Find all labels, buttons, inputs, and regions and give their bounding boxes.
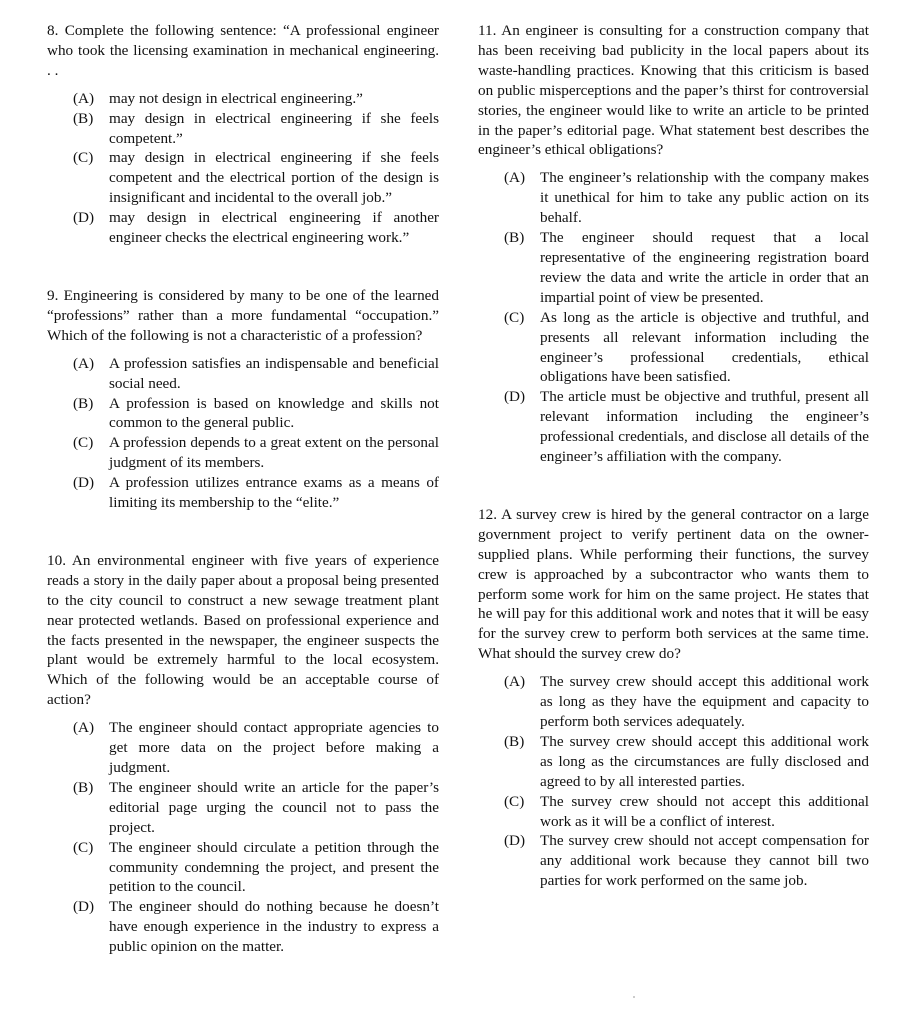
choice-letter: (D) — [504, 388, 526, 406]
choice-text: A profession is based on knowledge and skills not common to the general public. — [109, 394, 439, 432]
choice-text: may design in electrical engineering if she feels competent and the electrical portion of the design is insignificant and incidental to the overall job.” — [109, 149, 439, 207]
question-stem — [47, 551, 439, 710]
choice-text: The engineer should contact appropriate agencies to get more data on the project before making a judgment. — [109, 719, 439, 776]
choice-letter: (D) — [73, 898, 95, 916]
choice-letter: (B) — [73, 394, 94, 412]
choice-text: The engineer should circulate a petition through the community condemning the project, and present the petition to the council. — [109, 838, 439, 896]
choice-c — [73, 838, 439, 898]
choice-text: The survey crew should not accept this additional work as it will be a conflict of interest. — [540, 792, 869, 830]
choice-letter: (A) — [504, 673, 526, 691]
question-12 — [478, 505, 869, 891]
choice-letter: (B) — [504, 732, 525, 750]
choice-text: may design in electrical engineering if she feels competent.” — [109, 109, 439, 147]
answer-choices — [478, 672, 869, 891]
right-column — [478, 21, 869, 891]
choice-text: The engineer should request that a local representative of the engineering registration board review the data and write the article in order that an impartial point of view be presented. — [540, 229, 869, 306]
choice-c — [504, 308, 869, 388]
choice-a — [73, 89, 439, 109]
choice-letter: (C) — [73, 149, 94, 167]
choice-d — [73, 208, 439, 248]
choice-b — [73, 109, 439, 149]
choice-letter: (A) — [73, 354, 95, 372]
choice-text: may not design in electrical engineering.” — [109, 89, 363, 107]
choice-letter: (C) — [504, 308, 525, 326]
choice-letter: (D) — [73, 474, 95, 492]
choice-text: may design in electrical engineering if another engineer checks the electrical engineering work.” — [109, 209, 439, 247]
question-10 — [47, 551, 439, 957]
question-number: 11. — [478, 22, 497, 39]
scan-speck — [633, 996, 635, 998]
question-9 — [47, 286, 439, 513]
choice-text: The survey crew should accept this additional work as long as the circumstances are fully disclosed and agreed to by all interested parties. — [540, 732, 869, 790]
choice-letter: (B) — [504, 229, 525, 247]
choice-text: The article must be objective and truthful, present all relevant information including the engineer’s professional credentials, and disclose all details of the engineer’s affiliation with the company. — [540, 388, 869, 466]
choice-letter: (B) — [73, 778, 94, 796]
question-stem — [478, 505, 869, 664]
choice-text: A profession depends to a great extent on the personal judgment of its members. — [109, 434, 439, 472]
choice-a — [73, 718, 439, 778]
choice-b — [504, 732, 869, 792]
choice-letter: (A) — [73, 719, 95, 737]
choice-letter: (D) — [504, 832, 526, 850]
choice-letter: (A) — [73, 89, 95, 107]
answer-choices — [478, 168, 869, 467]
choice-letter: (C) — [73, 434, 94, 452]
question-stem — [478, 21, 869, 160]
answer-choices — [47, 718, 439, 957]
choice-a — [504, 672, 869, 732]
choice-a — [504, 168, 869, 228]
choice-c — [504, 792, 869, 832]
choice-d — [73, 897, 439, 957]
choice-text: The survey crew should accept this additional work as long as they have the equipment and capacity to perform both services adequately. — [540, 673, 869, 730]
question-text: A survey crew is hired by the general contractor on a large government project to verify pertinent data on the owner-supplied plans. While performing their functions, the survey crew is approached by a subcontractor who wants them to perform some work for him on the same project. He states that he will pay for this additional work and notes that it will be easy for the survey crew to perform both services at the same time. What should the survey crew do? — [478, 505, 869, 663]
question-text: An engineer is consulting for a construction company that has been receiving bad publicity in the local papers about its waste-handling practices. Knowing that this criticism is based on public misperceptions and the paper’s thirst for controversial stories, the engineer would like to write an article to be printed in the paper’s editorial page. What statement best describes the engineer’s ethical obligations? — [478, 22, 869, 159]
left-column — [47, 21, 439, 957]
choice-b — [73, 778, 439, 838]
answer-choices — [47, 89, 439, 248]
choice-text: The engineer’s relationship with the company makes it unethical for him to take any public action on its behalf. — [540, 169, 869, 227]
choice-c — [73, 148, 439, 208]
choice-text: A profession utilizes entrance exams as a means of limiting its membership to the “elite.” — [109, 474, 439, 512]
question-number: 9. — [47, 286, 59, 304]
choice-d — [73, 473, 439, 513]
question-text: Engineering is considered by many to be one of the learned “professions” rather than a more fundamental “occupation.” Which of the following is not a characteristic of a profession? — [47, 286, 439, 344]
choice-a — [73, 354, 439, 394]
question-number: 8. — [47, 22, 59, 39]
choice-c — [73, 433, 439, 473]
choice-b — [73, 394, 439, 434]
question-stem — [47, 21, 439, 81]
choice-letter: (C) — [73, 838, 94, 856]
question-number: 10. — [47, 551, 66, 569]
question-stem — [47, 286, 439, 346]
question-number: 12. — [478, 505, 497, 523]
choice-text: As long as the article is objective and truthful, and presents all relevant information including the engineer’s professional credentials, ethical obligations have been satisfied. — [540, 308, 869, 386]
choice-letter: (B) — [73, 109, 94, 127]
choice-text: The engineer should do nothing because he doesn’t have enough experience in the industry to express a public opinion on the matter. — [109, 898, 439, 956]
question-text: Complete the following sentence: “A professional engineer who took the licensing examination in mechanical engineering. . . — [47, 22, 439, 79]
choice-d — [504, 387, 869, 467]
choice-text: The survey crew should not accept compensation for any additional work because they cannot bill two parties for work performed on the same job. — [540, 832, 869, 890]
choice-text: The engineer should write an article for the paper’s editorial page urging the council not to pass the project. — [109, 778, 439, 836]
answer-choices — [47, 354, 439, 513]
question-11 — [478, 21, 869, 467]
choice-letter: (C) — [504, 792, 525, 810]
choice-letter: (A) — [504, 169, 526, 187]
choice-text: A profession satisfies an indispensable and beneficial social need. — [109, 354, 439, 392]
question-text: An environmental engineer with five years of experience reads a story in the daily paper about a proposal being presented to the city council to construct a new sewage treatment plant near protected wetlands. Based on professional experience and the facts presented in the newspaper, the engineer suspects the plant would be extremely harmful to the local ecosystem. Which of the following would be an acceptable course of action? — [47, 551, 439, 709]
choice-letter: (D) — [73, 209, 95, 227]
choice-b — [504, 228, 869, 308]
choice-d — [504, 831, 869, 891]
question-8 — [47, 21, 439, 248]
